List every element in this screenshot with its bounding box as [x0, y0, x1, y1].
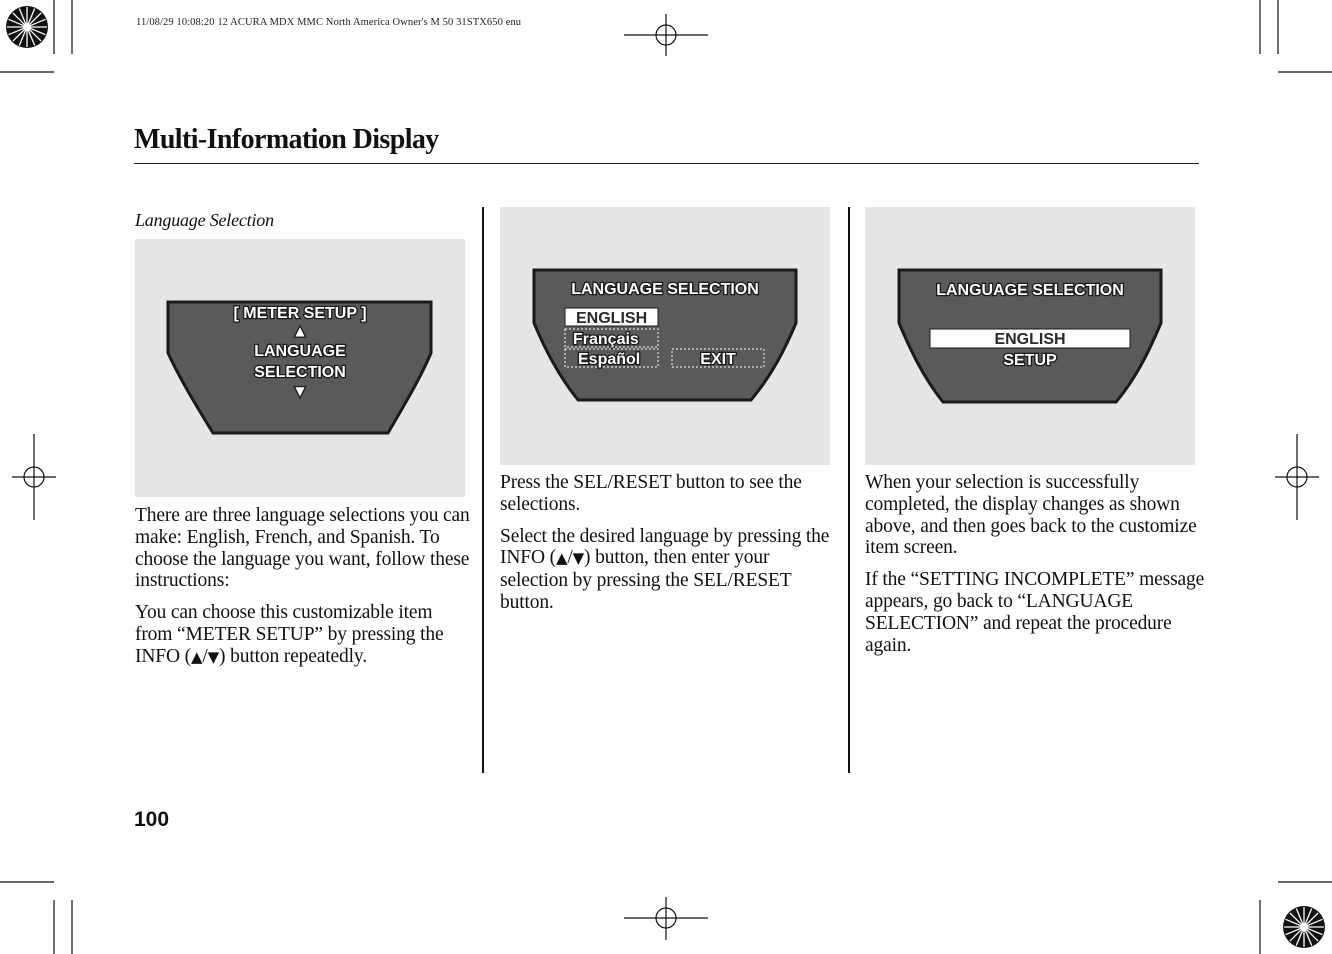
sunburst-registration-icon [1283, 906, 1325, 948]
paragraph: There are three language selections you can make: English, French, and Spanish. To choose the language you want, follow these instructions: [135, 505, 470, 592]
page-number: 100 [134, 808, 170, 831]
text-run: Select the desired language by pressing the INFO ( [500, 525, 830, 569]
option-english-highlighted: ENGLISH [576, 310, 648, 327]
paragraph: If the “SETTING INCOMPLETE” message appears, go back to “LANGUAGE SELECTION” and repeat the procedure again. [865, 569, 1205, 656]
lcd-title-language-selection: LANGUAGE SELECTION [936, 282, 1124, 299]
option-francais: Français [573, 331, 639, 348]
down-arrow-icon: ▼ [572, 549, 585, 568]
text-run: / [567, 547, 573, 569]
option-exit: EXIT [700, 351, 736, 368]
title-rule [134, 163, 1199, 164]
section-caption: Language Selection [135, 210, 274, 230]
column-3-text [865, 472, 1205, 656]
paragraph: When your selection is successfully completed, the display changes as shown above, and then goes back to the customize item screen. [865, 472, 1197, 559]
arrow-down-icon: ▼ [295, 384, 305, 398]
text-run: / [202, 645, 208, 667]
arrow-up-icon: ▲ [295, 324, 305, 338]
crosshair-registration-icon [1275, 434, 1319, 520]
sunburst-registration-icon [6, 6, 48, 48]
column-2-text [500, 472, 840, 614]
up-arrow-icon: ▲ [555, 549, 568, 568]
crosshair-registration-icon [624, 897, 708, 940]
paragraph [135, 602, 470, 668]
lcd-line-language: LANGUAGE [254, 343, 346, 360]
lcd-line-setup: SETUP [1003, 352, 1057, 369]
print-metadata: 11/08/29 10:08:20 12 ACURA MDX MMC North America Owner's M 50 31STX650 enu [136, 17, 522, 28]
column-divider [482, 207, 484, 773]
display-illustration-language-options [500, 207, 830, 465]
crosshair-registration-icon [624, 14, 708, 56]
lcd-title-language-selection: LANGUAGE SELECTION [571, 281, 759, 298]
lcd-line-english-highlighted: ENGLISH [994, 331, 1066, 348]
option-espanol: Español [578, 351, 641, 368]
display-illustration-english-setup [865, 207, 1195, 465]
lcd-line-meter-setup: [ METER SETUP ] [233, 305, 367, 322]
text-run: ) button, then enter your selection by pressing the SEL/RESET button. [500, 547, 792, 613]
up-arrow-icon: ▲ [190, 647, 203, 666]
lcd-line-selection: SELECTION [254, 364, 346, 381]
lcd-display-english-setup [865, 207, 1195, 465]
text-run: You can choose this customizable item from “METER SETUP” by pressing the INFO ( [135, 602, 444, 667]
lcd-display-language-options [500, 207, 830, 465]
column-1-text [135, 505, 470, 669]
paragraph [500, 526, 840, 614]
crosshair-registration-icon [12, 434, 56, 520]
page-title: Multi-Information Display [134, 124, 439, 155]
lcd-display-meter-setup [135, 239, 465, 497]
paragraph: Press the SEL/RESET button to see the selections. [500, 472, 802, 515]
down-arrow-icon: ▼ [207, 647, 220, 666]
column-divider [848, 207, 850, 773]
display-illustration-meter-setup [135, 239, 465, 497]
text-run: ) button repeatedly. [219, 645, 367, 667]
